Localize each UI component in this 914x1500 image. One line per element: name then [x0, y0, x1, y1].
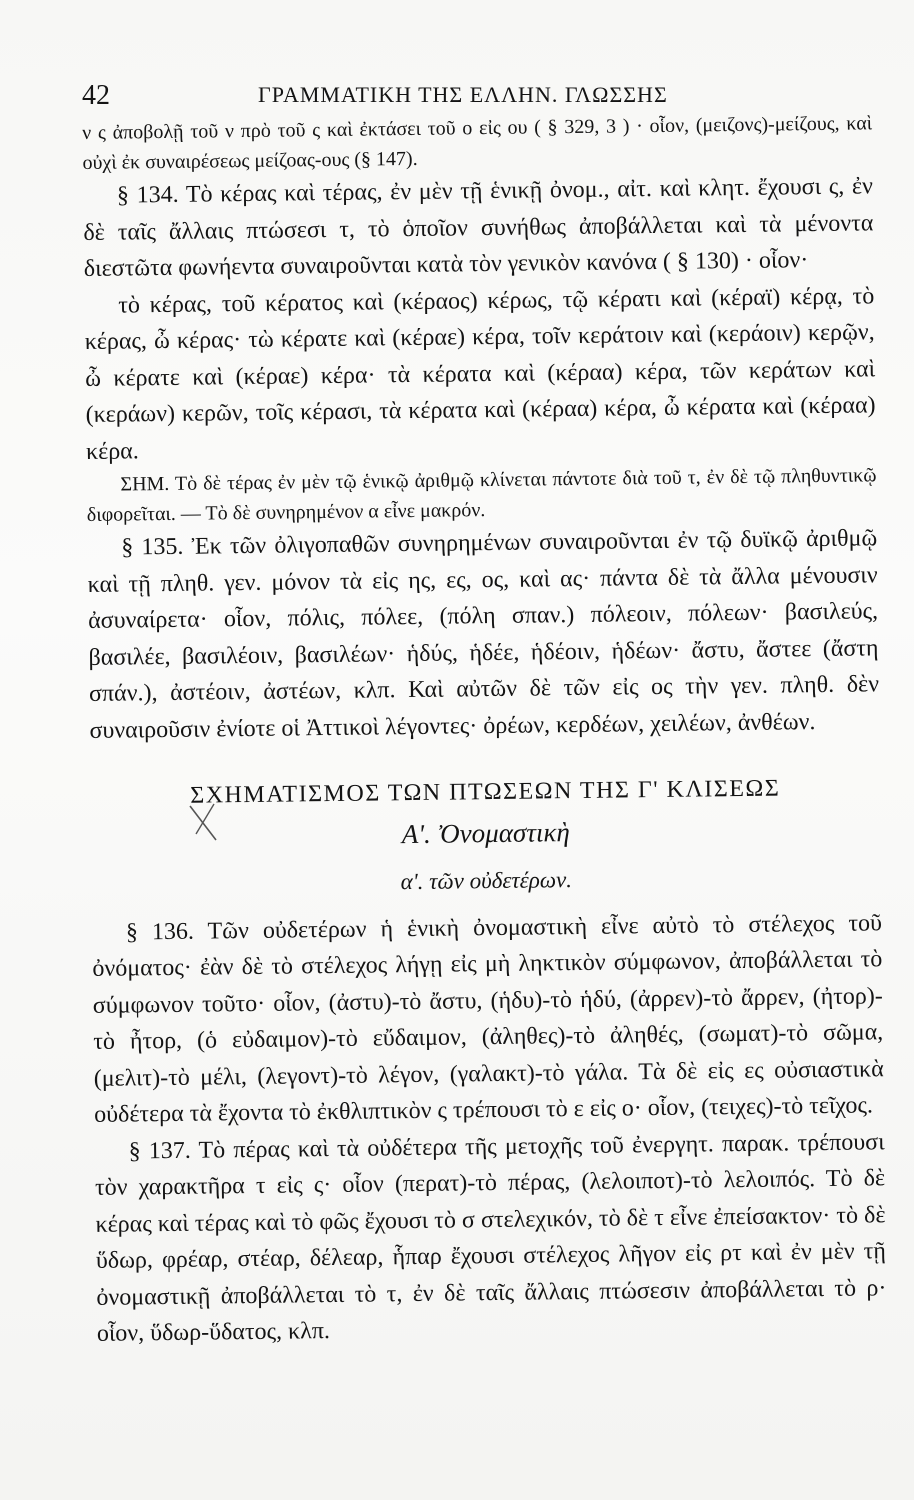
declension-example: τὸ κέρας, τοῦ κέρατος καὶ (κέραος) κέρως, τῷ κέρατι καὶ (κέραϊ) κέρᾳ, τὸ κέρας, ὦ κέρας· τὼ κέρατε καὶ (κέραε) κέρα, τοῖν κεράτοιν καὶ (κεράοιν) κερῷν, ὦ κέρατε καὶ (κέραε) κέρα· τὰ κέρατα καὶ (κέραα) κέρα, τῶν κεράτων καὶ (κεράων) κερῶν, τοῖς κέρασι, τὰ κέρατα καὶ (κέραα) κέρα, ὦ κέρατα καὶ (κέραα) κέρα.: [84, 282, 876, 465]
section-137: § 137. Τὸ πέρας καὶ τὰ οὐδέτερα τῆς μετοχῆς τοῦ ἐνεργητ. παρακ. τρέπουσι τὸν χαρακτῆρα τ εἰς ς· οἷον (περατ)-τὸ πέρας, (λελοιποτ)-τὸ λελοιπός. Τὸ δὲ κέρας καὶ τέρας καὶ τὸ φῶς ἔχουσι τὸ σ στελεχικόν, τὸ δὲ τ εἶνε ἐπείσακτον· τὸ δὲ ὕδωρ, φρέαρ, στέαρ, δέλεαρ, ἧπαρ ἔχουσι στέλεχος λῆγον εἰς ρτ καὶ ἐν μὲν τῇ ὀνομαστικῇ ἀποβάλλεται τὸ τ, ἐν δὲ ταῖς ἄλλαις πτώσεσιν ἀποβάλλεται τὸ ρ· οἷον, ὕδωρ-ὕδατος, κλπ.: [94, 1128, 887, 1347]
pencil-mark-icon: [186, 800, 220, 844]
subheading-neuters: α'. τῶν οὐδετέρων.: [400, 867, 573, 895]
section-134: § 134. Τὸ κέρας καὶ τέρας, ἐν μὲν τῇ ἑνικῇ ὀνομ., αἰτ. καὶ κλητ. ἔχουσι ς, ἐν δὲ ταῖς ἄλλαις πτώσεσι τ, τὸ ὁποῖον συνήθως ἀποβάλλεται καὶ τὰ μένοντα διεστῶτα φωνήεντα συναιροῦνται κατὰ τὸν γενικὸν κανόνα ( § 130) · οἷον·: [83, 173, 874, 282]
note-paragraph: ΣΗΜ. Τὸ δὲ τέρας ἐν μὲν τῷ ἑνικῷ ἀριθμῷ κλίνεται πάντοτε διὰ τοῦ τ, ἐν δὲ τῷ πληθυντικῷ διφορεῖται. — Τὸ δὲ συνηρημένον α εἶνε μακρόν.: [86, 464, 877, 526]
paragraph-continuation: ν ς ἀποβολῇ τοῦ ν πρὸ τοῦ ς καὶ ἐκτάσει τοῦ ο εἰς ου ( § 329, 3 ) · οἷον, (μειζονς)-μείζους, καὶ οὐχὶ ἐκ συναιρέσεως μείζοας-ους (§ 147).: [82, 112, 873, 174]
section-136: § 136. Τῶν οὐδετέρων ἡ ἑνικὴ ὀνομαστικὴ εἶνε αὐτὸ τὸ στέλεχος τοῦ ὀνόματος· ἐὰν δὲ τὸ στέλεχος λήγῃ εἰς μὴ ληκτικὸν σύμφωνον, ἀποβάλλεται τὸ σύμφωνον τοῦτο· οἷον, (ἀστυ)-τὸ ἄστυ, (ἡδυ)-τὸ ἡδύ, (ἀρρεν)-τὸ ἄρρεν, (ἠτορ)-τὸ ἦτορ, (ὁ εὐδαιμον)-τὸ εὔδαιμον, (ἀληθες)-τὸ ἀληθές, (σωματ)-τὸ σῶμα, (μελιτ)-τὸ μέλι, (λεγοντ)-τὸ λέγον, (γαλακτ)-τὸ γάλα. Τὰ δὲ εἰς ες οὐσιαστικὰ οὐδέτερα τὰ ἔχοντα τὸ ἐκθλιπτικὸν ς τρέπουσι τὸ ε εἰς ο· οἷον, (τειχες)-τὸ τεῖχος.: [92, 909, 884, 1128]
page-number: 42: [82, 80, 110, 111]
chapter-heading: ΣΧΗΜΑΤΙΣΜΟΣ ΤΩΝ ΠΤΩΣΕΩΝ ΤΗΣ Γ' ΚΛΙΣΕΩΣ: [190, 775, 781, 809]
running-title: ΓΡΑΜΜΑΤΙΚΗ ΤΗΣ ΕΛΛΗΝ. ΓΛΩΣΣΗΣ: [258, 82, 668, 107]
subheading-nominative: Α'. Ὀνομαστικὴ: [401, 816, 570, 849]
section-135: § 135. Ἐκ τῶν ὀλιγοπαθῶν συνηρημένων συναιροῦνται ἐν τῷ δυϊκῷ ἀριθμῷ καὶ τῇ πληθ. γεν. μόνον τὰ εἰς ης, ες, ος, καὶ ας· πάντα δὲ τὰ ἄλλα μένουσιν ἀσυναίρετα· οἷον, πόλις, πόλεε, (πόλη σπαν.) πόλεοιν, πόλεων· βασιλεύς, βασιλέε, βασιλέοιν, βασιλέων· ἡδύς, ἡδέε, ἡδέοιν, ἡδέων· ἄστυ, ἄστεε (ἄστη σπάν.), ἀστέοιν, ἀστέων, κλπ. Καὶ αὐτῶν δὲ τῶν εἰς ος τὴν γεν. πληθ. δὲν συναιροῦσιν ἐνίοτε οἱ Ἀττικοὶ λέγοντες· ὀρέων, κερδέων, χειλέων, ἀνθέων.: [87, 525, 880, 744]
page-body: [82, 108, 887, 1352]
